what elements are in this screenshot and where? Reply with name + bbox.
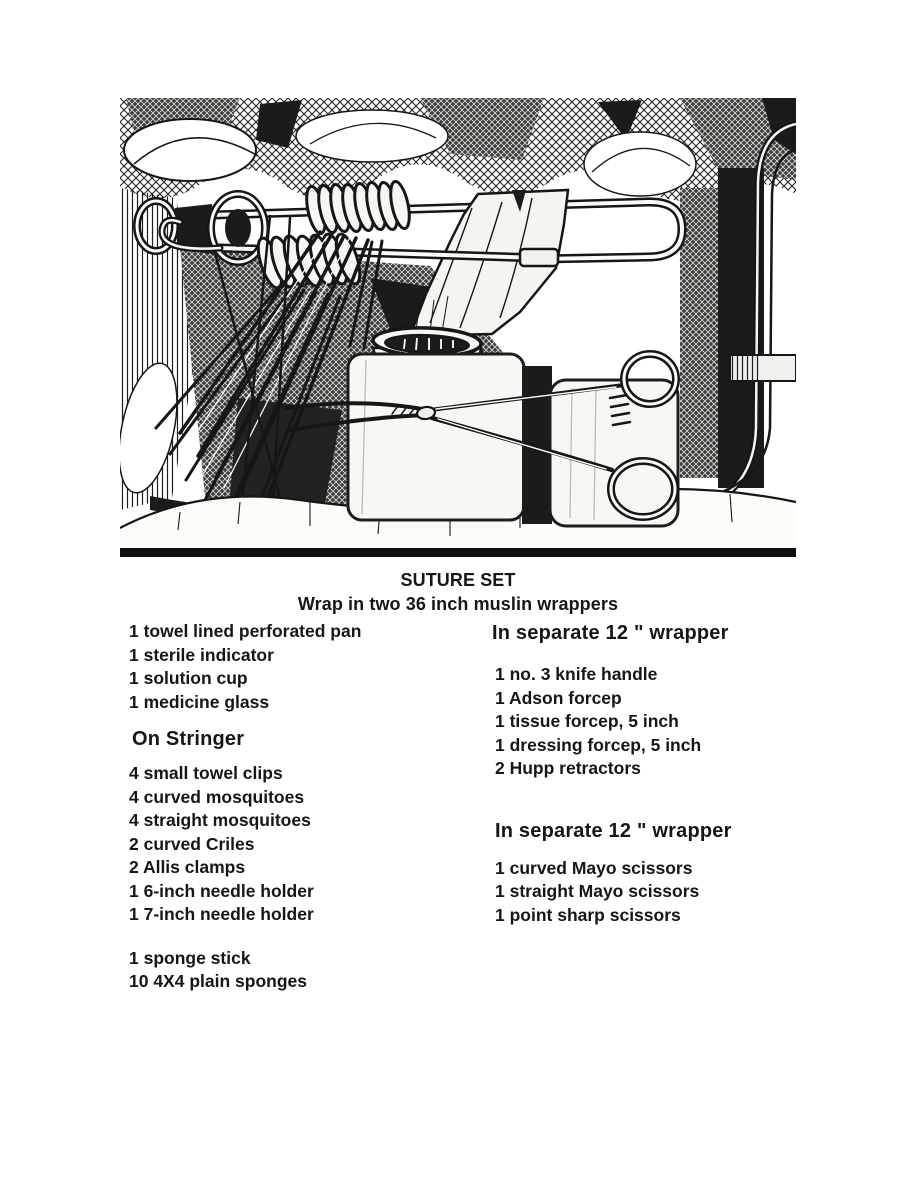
list-item: 1 medicine glass [129, 691, 270, 712]
list-item: 1 point sharp scissors [495, 904, 681, 925]
list-item: 4 curved mosquitoes [129, 786, 305, 807]
list-item: 1 Adson forcep [495, 687, 622, 708]
list-item: 1 sterile indicator [129, 644, 274, 665]
figure-title-block [120, 569, 796, 616]
list-item: 1 6-inch needle holder [129, 880, 314, 901]
section-heading-on-stringer: On Stringer [132, 728, 245, 750]
right-column [492, 620, 812, 927]
page-title: SUTURE SET [400, 570, 516, 590]
list-item: 1 dressing forcep, 5 inch [495, 734, 702, 755]
list-item: 10 4X4 plain sponges [129, 971, 307, 991]
list-item: 1 7-inch needle holder [129, 904, 314, 924]
suture-set-drawing [120, 98, 796, 558]
list-item: 2 Allis clamps [129, 857, 246, 877]
figure-bottom-border [120, 548, 796, 557]
page-subtitle: Wrap in two 36 inch muslin wrappers [297, 593, 619, 614]
list-item: 1 tissue forcep, 5 inch [495, 711, 679, 731]
list-item: 4 straight mosquitoes [129, 810, 311, 830]
list-item: 1 towel lined perforated pan [129, 621, 362, 641]
left-column [129, 620, 479, 994]
list-item: 2 curved Criles [129, 833, 255, 854]
list-item: 1 straight Mayo scissors [495, 881, 700, 901]
suture-set-illustration [120, 98, 796, 558]
list-item: 1 no. 3 knife handle [495, 664, 658, 684]
list-item: 2 Hupp retractors [495, 758, 641, 778]
list-item: 4 small towel clips [129, 763, 283, 783]
list-item: 1 sponge stick [129, 947, 251, 968]
list-item: 1 curved Mayo scissors [495, 857, 693, 878]
section-heading-wrapper-1: In separate 12 " wrapper [492, 622, 729, 644]
section-heading-wrapper-2: In separate 12 " wrapper [495, 819, 732, 842]
list-item: 1 solution cup [129, 668, 248, 688]
